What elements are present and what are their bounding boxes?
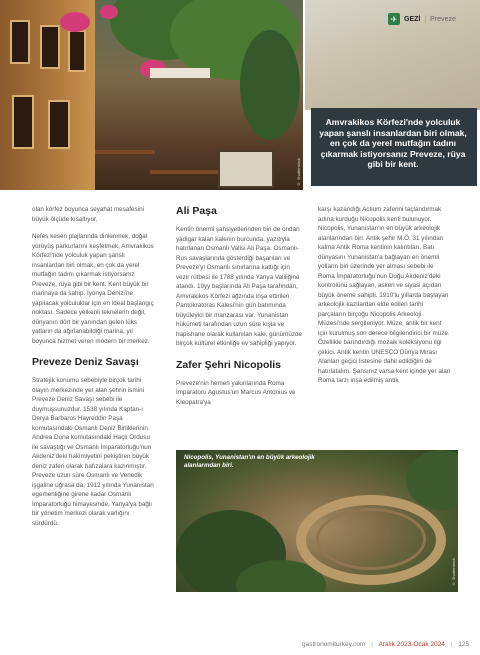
- hero-image: [0, 0, 303, 190]
- cafe-table: [150, 170, 220, 174]
- window: [48, 100, 70, 149]
- heading-zafer-sehri-nicopolis: Zafer Şehri Nicopolis: [176, 358, 282, 371]
- bougainvillea: [100, 5, 118, 19]
- pull-quote: Amvrakikos Körfezi'nde yolculuk yapan şanslı insanlardan biri olmak, en çok da yerel mutfağın tadını çıkarmak istiyorsanız Preveze, rüya gibi bir kent.: [319, 117, 467, 170]
- tree: [240, 30, 300, 140]
- window: [12, 95, 34, 149]
- page-number: 125: [458, 641, 470, 648]
- footer-site: gastronomiturkey.com: [302, 641, 366, 648]
- window: [68, 30, 86, 72]
- trees: [406, 450, 458, 510]
- bougainvillea: [60, 12, 90, 32]
- section-subtitle: Preveze: [430, 15, 456, 23]
- section-name: GEZİ: [404, 15, 421, 23]
- heading-ali-pasa: Ali Paşa: [176, 205, 217, 217]
- paragraph: Kentin önemli şahsiyetlerinden biri de ondan yadigar kalan kalenin burcunda, yazıtıyla hatırlanan Osmanlı Valisi Ali Paşa. Osmanlı-Rus savaşlarında gösterdiği başarıları ve Preveze'yi Osmanlı sınırlarına kattığı için vezir rütbesi ile 1788 yılında Yanya Valiliğine atandı. 19yy başlarında Ali Paşa tarafından, Amvrakikos Körfezi ağzında inşa ettirilen Pantokratoras Kalesi'nin gün batımında büyüleyici bir manzarası var. Yunanistan hükümeti tarafından uzun süre kışla ve hapishane olarak kullanılan kale, günümüzde birçok kültürel etkinliğe ev sahipliği yapıyor.: [176, 226, 303, 347]
- column-2: [176, 205, 303, 415]
- cafe-table: [95, 150, 155, 154]
- paragraph: karşı kazandığı Actium zaferini taçlandırmak adına kurduğu Nicopolis kenti bulunuyor. Nicopolis, Yunanistan'ın en büyük arkeolojik alanlarından biri. Antik şehir M.Ö. 31 yılından kalma Antik Roma kentinin kalıntıları. Batı dünyasını Yunanistan'a bağlayan en önemli yolların biri üzerinde yer alması sebebi ile Roma İmparatorluğu'nun Doğu Akdeniz'deki kontrolünü sağlayan, askeri ve siyasi açıdan büyük öneme sahipti. 1910'lu yıllarda başlayan arkeolojik kazılardan elde edilen tarihi parçaların birçoğu Nicopolis Arkeoloji Müzesi'nde sergileniyor. Müze, antik bir kent için kurulmuş son derece bilgilendirici bir müze. Özellikle barındırdığı mozaik koleksiyonu ilgi çekici. Antik kentin UNESCO Dünya Mirası Alanları geçici listesine dahil edildiğini de hatırlatalım. Şansınız varsa kent içinde yer alan Roma tarzı inşa edilmiş antik: [318, 206, 451, 384]
- section-header: [388, 13, 456, 25]
- menu-board: [218, 150, 274, 188]
- header-divider: |: [424, 15, 427, 23]
- photo-credit: © Shutterstock: [296, 157, 301, 186]
- column-1: [32, 205, 156, 536]
- heading-preveze-deniz-savasi: Preveze Deniz Savaşı: [32, 356, 139, 368]
- window: [10, 20, 30, 64]
- column-3: [318, 205, 452, 394]
- arena-ring: [316, 508, 426, 570]
- image-caption: Nicopolis, Yunanistan'ın en büyük arkeolojik alanlarından biri.: [184, 454, 315, 469]
- travel-icon: ✈: [388, 13, 400, 25]
- footer-divider: |: [450, 641, 453, 648]
- footer-issue: Aralık 2023-Ocak 2024: [378, 641, 445, 648]
- footer-divider: |: [371, 641, 373, 648]
- paragraph: Stratejik konumu sebebiyle birçok tarihi olayın merkezinde yer alan şehrin ismini Preveze Deniz Savaşı sebebi ile duymuşsunuzdur. 1538 yılında Kaptan-ı Derya Barbaros Hayreddin Paşa komutasındaki Osmanlı Deniz Birliklerinin Andrea Doria komutasındaki Haçlı Ordusu ile savaştığı ve Osmanlı İmparatorluğu'nun Akdeniz'deki hakimiyetini pekiştiren büyük deniz zaferi olarak hafızalara kazınmıştır. Preveze uzun süre Osmanlı ve Venedik işgaline uğrasa da, 1912 yılında Yunanistan egemenliğine girene kadar Osmanlı İmparatorluğu himayesinde, Yanya'ya bağlı bir yönetim merkezi olarak varlığını sürdürdü.: [32, 377, 154, 527]
- paragraph: Nefes kesen plajlarında dinlenmek, doğal yürüyüş parkurlarını keşfetmek, Amvrakikos Körfezi'nde yolculuk yapan şanslı insanlardan biri olmak, en çok da yerel mutfağın tadını çıkarmak istiyorsanız Preveze, rüya gibi bir kent. Kent büyük bir marinaya da sahip. İyonya Denizi'ne yapılacak yolculuklar için en ideal başlangıç noktası. Sadece yelkenli teknelerin değil, dünyanın dört bir yanından gelen lüks yatların da ağırlanabildiği marina, yıl boyunca hizmet veren modern bir merkez.: [32, 233, 154, 345]
- window: [40, 25, 60, 69]
- paragraph: Preveze'nin hemen yakınlarında Roma İmparatoru Agustus'un Marcus Antonius ve Kleopatra'ya: [176, 379, 296, 406]
- paragraph: olan körfez boyunca seyahat mesafesini büyük ölçüde kısaltıyor.: [32, 206, 145, 223]
- page-footer: [302, 641, 469, 648]
- nicopolis-aerial-image: [176, 450, 458, 592]
- photo-credit: © Shutterstock: [451, 557, 456, 586]
- awning: [150, 68, 210, 78]
- quote-panel: [305, 0, 480, 190]
